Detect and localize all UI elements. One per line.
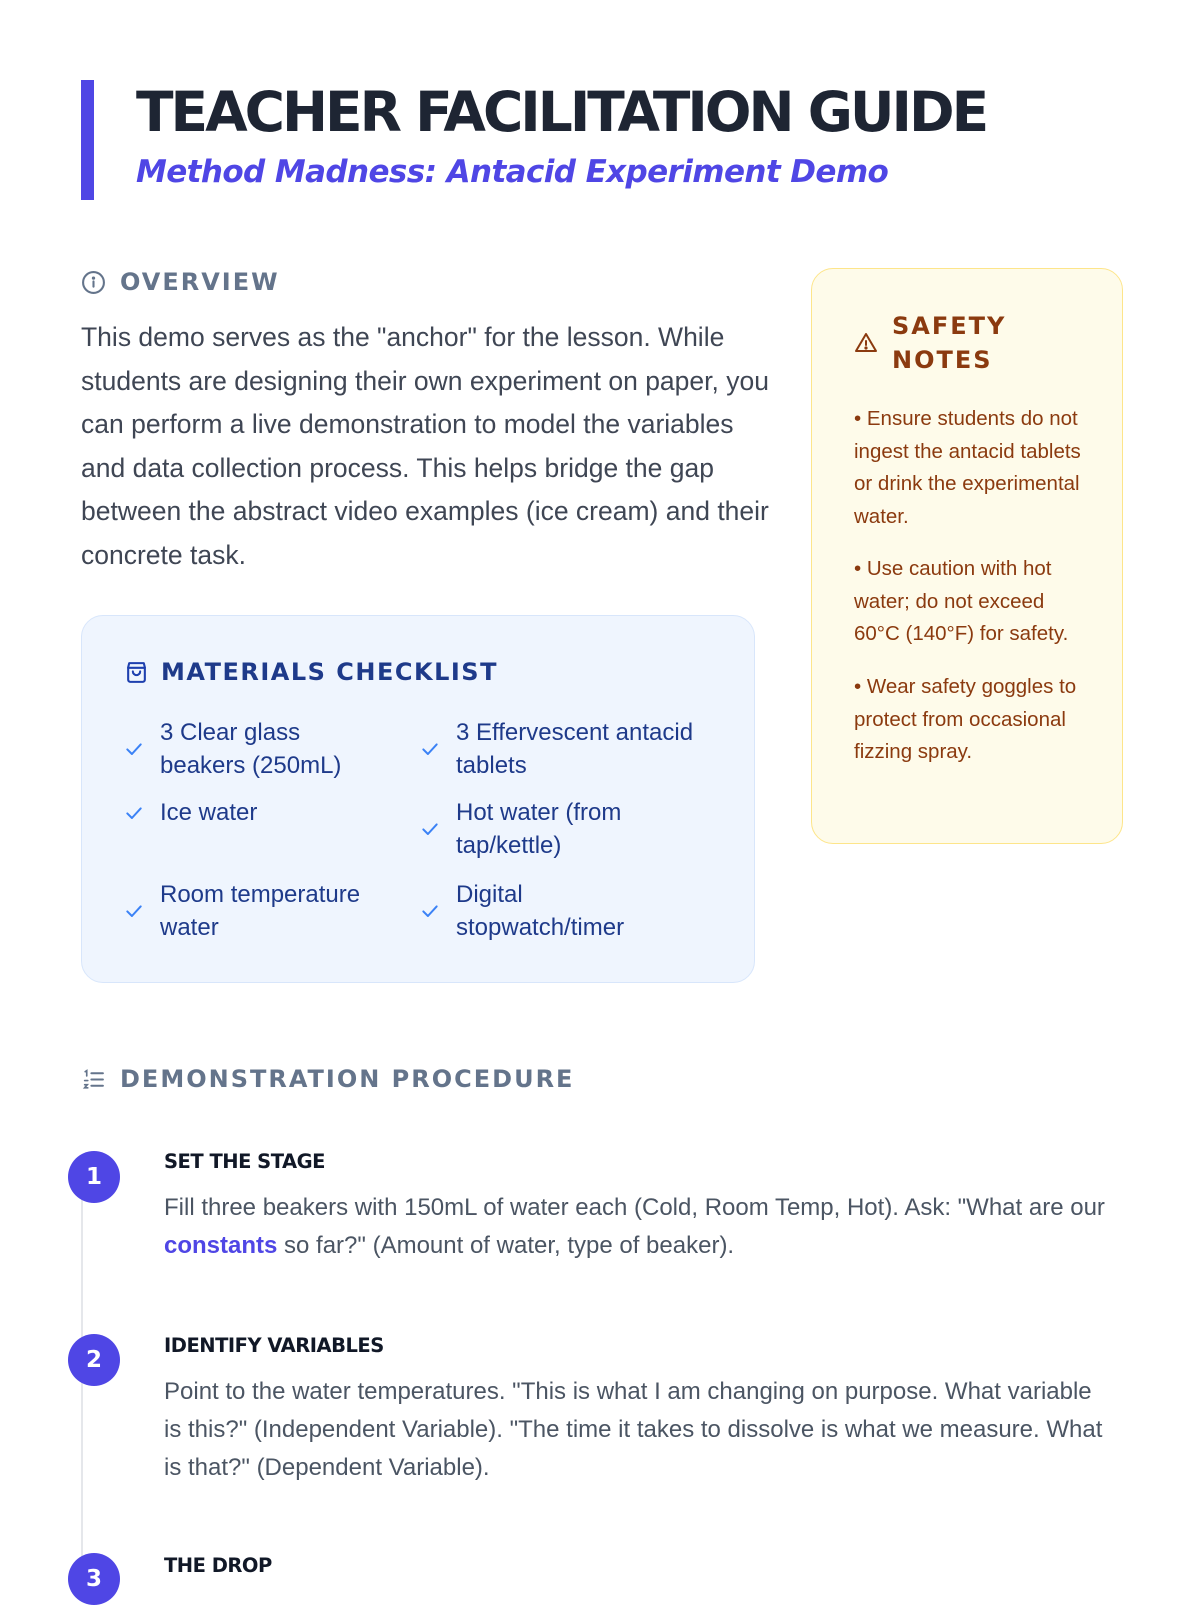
overview-text: This demo serves as the "anchor" for the lesson. While students are designing their own experiment on paper, you can perform a live demonstration to model the variables and data collection process. This helps bridge the gap between the abstract video examples (ice cream) and their concrete task. xyxy=(81,322,769,570)
materials-heading xyxy=(124,658,498,686)
numbered-list-icon xyxy=(81,1067,106,1092)
material-item xyxy=(124,796,384,829)
check-icon xyxy=(124,739,144,759)
safety-notes xyxy=(811,268,1123,844)
timeline-line xyxy=(81,1180,83,1600)
step-number: 2 xyxy=(68,1334,120,1386)
materials-checklist xyxy=(81,615,755,983)
step-title: IDENTIFY VARIABLES xyxy=(164,1334,384,1357)
warning-triangle-icon xyxy=(854,331,878,355)
material-item xyxy=(124,878,384,944)
header xyxy=(81,80,1141,200)
overview-heading xyxy=(81,268,280,296)
material-item xyxy=(420,878,660,944)
accent-bar xyxy=(81,80,94,200)
material-item-label: 3 Clear glass beakers (250mL) xyxy=(160,719,342,779)
step-text xyxy=(164,1189,1114,1265)
step-text-part: Fill three beakers with 150mL of water each (Cold, Room Temp, Hot). Ask: "What are our xyxy=(164,1194,1105,1221)
materials-heading-label: MATERIALS CHECKLIST xyxy=(161,658,498,686)
check-icon xyxy=(420,901,440,921)
step-number: 1 xyxy=(68,1151,120,1203)
procedure-heading-label: DEMONSTRATION PROCEDURE xyxy=(120,1065,575,1093)
step-title: THE DROP xyxy=(164,1554,272,1577)
step-number: 3 xyxy=(68,1553,120,1605)
material-item xyxy=(124,716,384,782)
check-icon xyxy=(124,803,144,823)
page-subtitle: Method Madness: Antacid Experiment Demo xyxy=(136,154,889,190)
material-item-label: Digital stopwatch/timer xyxy=(456,881,625,941)
safety-heading xyxy=(854,309,1032,377)
check-icon xyxy=(420,739,440,759)
material-item-label: Room temperature water xyxy=(160,881,361,941)
check-icon xyxy=(420,819,440,839)
material-item xyxy=(420,716,720,782)
highlight-term: constants xyxy=(164,1232,278,1259)
check-icon xyxy=(124,901,144,921)
safety-item: • Ensure students do not ingest the antacid tablets or drink the experimental water. xyxy=(854,407,1081,528)
safety-item: • Wear safety goggles to protect from occasional fizzing spray. xyxy=(854,675,1077,763)
material-item-label: Hot water (from tap/kettle) xyxy=(456,799,622,859)
overview-heading-label: OVERVIEW xyxy=(120,268,280,296)
material-item xyxy=(420,796,680,862)
shopping-bag-icon xyxy=(124,660,149,685)
info-icon xyxy=(81,270,106,295)
material-item-label: 3 Effervescent antacid tablets xyxy=(456,719,694,779)
safety-item: • Use caution with hot water; do not exceed 60°C (140°F) for safety. xyxy=(854,557,1069,645)
step-title: SET THE STAGE xyxy=(164,1150,325,1173)
page-title: TEACHER FACILITATION GUIDE xyxy=(136,80,987,144)
step-text-part: so far?" (Amount of water, type of beaker). xyxy=(277,1232,735,1259)
procedure-heading xyxy=(81,1065,574,1093)
material-item-label: Ice water xyxy=(160,799,258,826)
step-text: Point to the water temperatures. "This is what I am changing on purpose. What variable is this?" (Independent Variable). "The time it takes to dissolve is what we measure. What is that?" (Dependent Variable). xyxy=(164,1378,1103,1481)
safety-heading-label: SAFETY NOTES xyxy=(892,312,1007,374)
